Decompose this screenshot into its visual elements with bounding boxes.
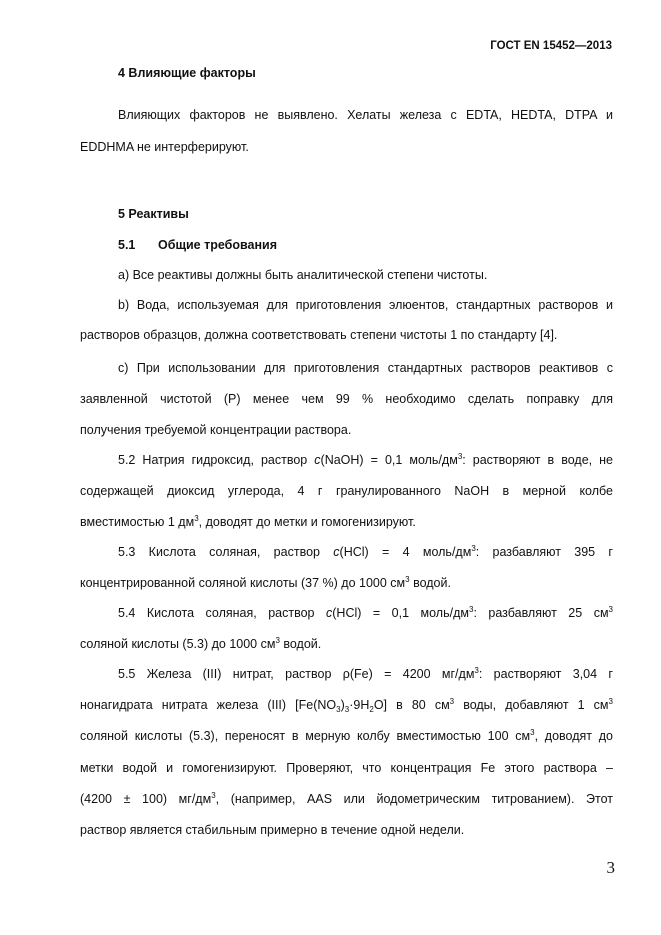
page-number: 3 <box>606 858 615 877</box>
paragraph-5-5-line-6: раствор является стабильным примерно в течение одной недели. <box>80 823 465 837</box>
item-c-line-3: получения требуемой концентрации раствора. <box>80 423 352 437</box>
item-b-line-1: b) Вода, используемая для приготовления элюентов, стандартных растворов и <box>118 298 613 312</box>
paragraph-5-4-line-1: 5.4 Кислота соляная, раствор c(HCl) = 0,1 моль/$дм^3$: разбавляют 25 $см^3$ <box>118 605 613 620</box>
paragraph-5-3-line-2: концентрированной соляной кислоты (37 %) до 1000 $см^3$ водой. <box>80 575 451 590</box>
subsection-5-1-number: 5.1 <box>118 238 136 252</box>
paragraph-5-4-line-2: соляной кислоты (5.3) до 1000 $см^3$ водой. <box>80 636 322 651</box>
section-4-heading: 4 Влияющие факторы <box>118 66 256 80</box>
section-4-paragraph-line-1: Влияющих факторов не выявлено. Хелаты железа с EDTA, HEDTA, DTPA и <box>118 108 613 122</box>
paragraph-5-2-line-2: содержащей диоксид углерода, 4 г гранулированного NaOH в мерной колбе <box>80 484 613 498</box>
paragraph-5-5-line-4: метки водой и гомогенизируют. Проверяют, что концентрация Fe этого раствора – <box>80 761 613 775</box>
paragraph-5-5-line-2: нонагидрата нитрата железа (III) $[Fe(NO_3)_3\cdot 9H_2O]$ в 80 $см^3$ воды, добавляют 1 $см^3$ <box>80 697 613 714</box>
section-4-paragraph-line-2: EDDHMA не интерферируют. <box>80 140 249 154</box>
paragraph-5-2-line-3: вместимостью 1 $дм^3$, доводят до метки и гомогенизируют. <box>80 514 416 529</box>
paragraph-5-3-line-1: 5.3 Кислота соляная, раствор c(HCl) = 4 моль/$дм^3$: разбавляют 395 г <box>118 544 613 559</box>
section-5-heading: 5 Реактивы <box>118 207 189 221</box>
document-code: ГОСТ EN 15452—2013 <box>490 40 612 52</box>
paragraph-5-5-line-3: соляной кислоты (5.3), переносят в мерную колбу вместимостью 100 $см^3$, доводят до <box>80 728 614 743</box>
paragraph-5-5-line-5: (4200 ± 100) $мг/дм^3$, (например, AAS или йодометрическим титрованием). Этот <box>80 791 613 806</box>
item-b-line-2: растворов образцов, должна соответствовать степени чистоты 1 по стандарту [4]. <box>80 328 558 342</box>
paragraph-5-5-line-1: 5.5 Железа (III) нитрат, раствор ρ(Fe) = 4200 $мг/дм^3$: растворяют 3,04 г <box>118 666 613 681</box>
item-a: a) Все реактивы должны быть аналитической степени чистоты. <box>118 268 488 282</box>
paragraph-5-2-line-1: 5.2 Натрия гидроксид, раствор c(NaOH) = 0,1 моль/$дм^3$: растворяют в воде, не <box>118 452 614 467</box>
subsection-5-1-title: Общие требования <box>158 238 278 252</box>
item-c-line-2: заявленной чистотой (P) менее чем 99 % необходимо сделать поправку для <box>80 392 613 406</box>
item-c-line-1: c) При использовании для приготовления стандартных растворов реактивов с <box>118 361 613 375</box>
